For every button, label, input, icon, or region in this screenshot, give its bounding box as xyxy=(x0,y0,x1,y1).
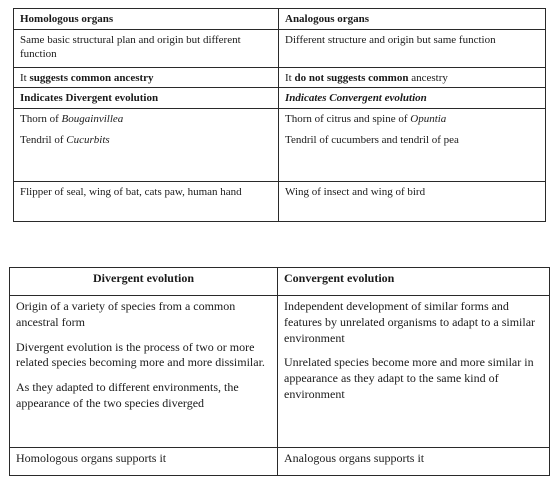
table-row xyxy=(10,448,550,476)
table-cell xyxy=(279,108,546,181)
table-cell xyxy=(14,29,279,67)
table-cell xyxy=(14,88,279,109)
cell-text-bold: Indicates Divergent evolution xyxy=(20,92,159,105)
table-row xyxy=(14,67,546,88)
table-cell xyxy=(279,67,546,88)
cell-text: Analogous organs supports it xyxy=(284,451,425,465)
example-line xyxy=(285,112,539,127)
cell-text: Flipper of seal, wing of bat, cats paw, human hand xyxy=(20,185,242,198)
paragraph: Independent development of similar forms and features by unrelated organisms to adapt to a similar environment xyxy=(284,299,536,345)
header-homologous xyxy=(14,9,279,30)
paragraph: Unrelated species become more and more similar in appearance as they adapt to the same kind of environment xyxy=(284,355,534,402)
header-convergent-text: Convergent evolution xyxy=(284,271,395,285)
header-analogous xyxy=(279,9,546,30)
cell-text-bold: suggests common ancestry xyxy=(29,71,154,84)
paragraph: As they adapted to different environments, the appearance of the two species diverged xyxy=(16,380,239,411)
cell-text-suffix: ancestry xyxy=(408,71,448,84)
table-header-row xyxy=(14,9,546,30)
table-row xyxy=(14,88,546,109)
table-row xyxy=(10,296,550,448)
cell-text: Different structure and origin but same function xyxy=(285,33,496,46)
table-row xyxy=(14,181,546,221)
cell-text-prefix: It xyxy=(20,71,30,84)
cell-text: Wing of insect and wing of bird xyxy=(285,185,426,198)
header-divergent-text: Divergent evolution xyxy=(93,271,194,285)
cell-text: Tendril of xyxy=(20,134,67,147)
example-line: Tendril of cucumbers and tendril of pea xyxy=(285,134,459,147)
table-cell xyxy=(14,67,279,88)
example-line xyxy=(20,133,272,148)
species-name: Opuntia xyxy=(410,112,447,125)
cell-text-bold-italic: Indicates Convergent evolution xyxy=(285,92,427,105)
paragraph: Divergent evolution is the process of two or more related species becoming more and more dissimilar. xyxy=(16,339,265,370)
header-analogous-text: Analogous organs xyxy=(285,13,370,25)
example-line xyxy=(20,112,272,127)
table-cell xyxy=(279,29,546,67)
cell-text: Same basic structural plan and origin but different function xyxy=(20,33,241,61)
homologous-analogous-table xyxy=(13,8,546,222)
table-cell xyxy=(279,88,546,109)
header-convergent xyxy=(278,268,550,296)
table-cell xyxy=(278,296,550,448)
paragraph: Origin of a variety of species from a common ancestral form xyxy=(16,299,236,329)
cell-text: Thorn of xyxy=(20,112,62,125)
table-cell xyxy=(279,181,546,221)
species-name: Cucurbits xyxy=(66,134,110,147)
table-cell xyxy=(14,181,279,221)
table-cell xyxy=(14,108,279,181)
header-divergent xyxy=(10,268,278,296)
species-name: Bougainvillea xyxy=(61,112,124,125)
cell-text-bold: do not suggests common xyxy=(294,71,409,84)
table-cell xyxy=(278,448,550,476)
cell-text: Thorn of citrus and spine of xyxy=(285,112,411,125)
table-row xyxy=(14,108,546,181)
cell-text: Homologous organs supports it xyxy=(16,451,167,465)
cell-text-prefix: It xyxy=(285,71,295,84)
table-header-row xyxy=(10,268,550,296)
table-row xyxy=(14,29,546,67)
table-cell xyxy=(10,296,278,448)
header-homologous-text: Homologous organs xyxy=(20,13,114,25)
divergent-convergent-table xyxy=(9,267,550,476)
table-cell xyxy=(10,448,278,476)
